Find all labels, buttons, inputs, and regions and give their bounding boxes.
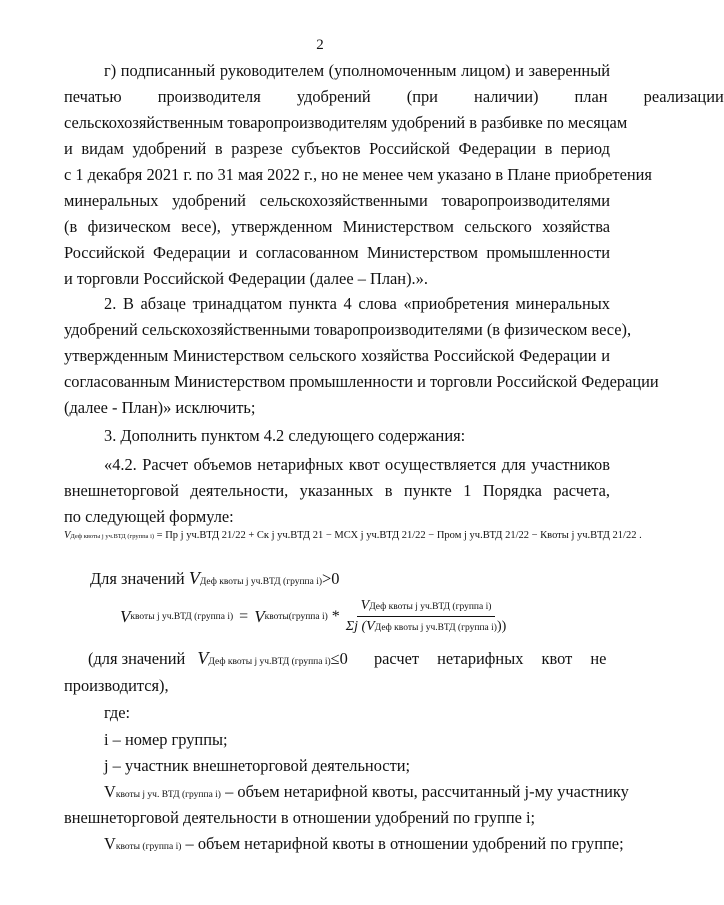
numerator-var: V — [360, 598, 370, 613]
formula2-fraction — [346, 598, 506, 635]
formula-rhs: = Пр j уч.ВТД 21/22 + Ск j уч.ВТД 21 − МСХ j уч.ВТД 21/22 − Пром j уч.ВТД 21/22 − Квоты j уч.ВТД 21/22 . — [156, 530, 642, 541]
def-text: – объем нетарифной квоты, рассчитанный j-му участнику — [225, 782, 629, 801]
condition-op: >0 — [322, 569, 340, 588]
text-line: внешнеторговой деятельности в отношении удобрений по группе i; — [64, 808, 536, 827]
condition-positive — [90, 568, 339, 589]
condition-nonpositive — [64, 645, 606, 699]
text-line: согласованным Министерством промышленности и торговли Российской Федерации — [64, 372, 659, 391]
denominator-close: )) — [496, 619, 507, 634]
text-line: минеральных удобрений сельскохозяйственными товаропроизводителями — [64, 191, 610, 210]
text-line: удобрений сельскохозяйственными товаропроизводителями (в физическом весе), — [64, 320, 632, 339]
text-line: 3. Дополнить пунктом 4.2 следующего содержания: — [104, 426, 466, 445]
condition-prefix: Для значений — [90, 569, 185, 588]
text-line: по следующей формуле: — [64, 507, 234, 526]
formula2-eq: = — [239, 607, 249, 625]
text-line: i – номер группы; — [104, 730, 228, 749]
def-var: V — [104, 782, 116, 801]
text-line: утвержденным Министерством сельского хозяйства Российской Федерации и — [64, 346, 610, 365]
condition2-subscript: Деф квоты j уч.ВТД (группа i) — [208, 657, 331, 667]
def-var: V — [104, 834, 116, 853]
formula-lhs-subscript: Деф квоты j уч.ВТД (группа i) — [70, 533, 155, 540]
formula-deficit — [64, 526, 642, 547]
formula2-v2-subscript: квоты(группа i) — [264, 611, 328, 622]
definition-j — [64, 753, 610, 779]
paragraph-4-2 — [64, 452, 610, 530]
formula-quota — [120, 598, 506, 635]
text-line: j – участник внешнеторговой деятельности; — [104, 756, 411, 775]
text-line: печатью производителя удобрений (при наличии) план реализации — [64, 87, 724, 106]
definition-v-quota-group — [64, 831, 624, 857]
text-line — [64, 831, 624, 857]
condition-subscript: Деф квоты j уч.ВТД (группа i) — [199, 577, 323, 587]
text-line: внешнеторговой деятельности, указанных в пункте 1 Порядка расчета, — [64, 481, 610, 500]
text-line: и торговли Российской Федерации (далее – План).». — [64, 269, 428, 288]
condition2-line2: производится), — [64, 676, 169, 695]
formula2-v2: V — [254, 606, 265, 626]
formula2-lhs: V — [120, 606, 131, 626]
def-var-subscript: квоты j уч. ВТД (группа i) — [115, 790, 221, 800]
formula-lhs: V — [64, 530, 71, 541]
formula2-mult: * — [331, 607, 340, 625]
denominator-sum: Σj (V — [345, 619, 375, 634]
text-line: (в физическом весе), утвержденном Министерством сельского хозяйства — [64, 217, 610, 236]
page-number: 2 — [316, 37, 324, 53]
definition-i — [64, 727, 610, 753]
fraction-denominator — [346, 617, 506, 635]
text-line — [64, 779, 629, 805]
text-line: г) подписанный руководителем (уполномоченным лицом) и заверенный — [104, 61, 610, 80]
fraction-numerator — [357, 598, 496, 617]
condition2-prefix: (для значений — [88, 649, 186, 668]
formula2-lhs-subscript: квоты j уч.ВТД (группа i) — [130, 611, 234, 622]
paragraph-3 — [64, 423, 610, 449]
condition2-var: V — [197, 648, 209, 668]
condition2-op: ≤0 — [330, 649, 348, 668]
numerator-subscript: Деф квоты j уч.ВТД (группа i) — [369, 602, 492, 612]
text-line: сельскохозяйственным товаропроизводителям удобрений в разбивке по месяцам — [64, 113, 628, 132]
text-line: с 1 декабря 2021 г. по 31 мая 2022 г., но не менее чем указано в Плане приобретения — [64, 165, 652, 184]
condition2-suffix: расчет нетарифных квот не — [373, 649, 607, 668]
def-text: – объем нетарифной квоты в отношении удобрений по группе; — [185, 834, 624, 853]
paragraph-g — [64, 58, 724, 292]
text-line: Российской Федерации и согласованном Министерством промышленности — [64, 243, 610, 262]
condition-var: V — [188, 568, 200, 588]
paragraph-2 — [64, 291, 659, 421]
text-line: «4.2. Расчет объемов нетарифных квот осуществляется для участников — [104, 455, 610, 474]
definitions — [64, 700, 610, 726]
text-line: 2. В абзаце тринадцатом пункта 4 слова «приобретения минеральных — [104, 294, 610, 313]
text-line: и видам удобрений в разрезе субъектов Российской Федерации в период — [64, 139, 610, 158]
def-var-subscript: квоты (группа i) — [115, 842, 182, 852]
definition-v-quota-participant — [64, 779, 629, 831]
where-label: где: — [104, 703, 131, 722]
denominator-subscript: Деф квоты j уч.ВТД (группа i) — [374, 623, 497, 633]
text-line: (далее - План)» исключить; — [64, 398, 256, 417]
